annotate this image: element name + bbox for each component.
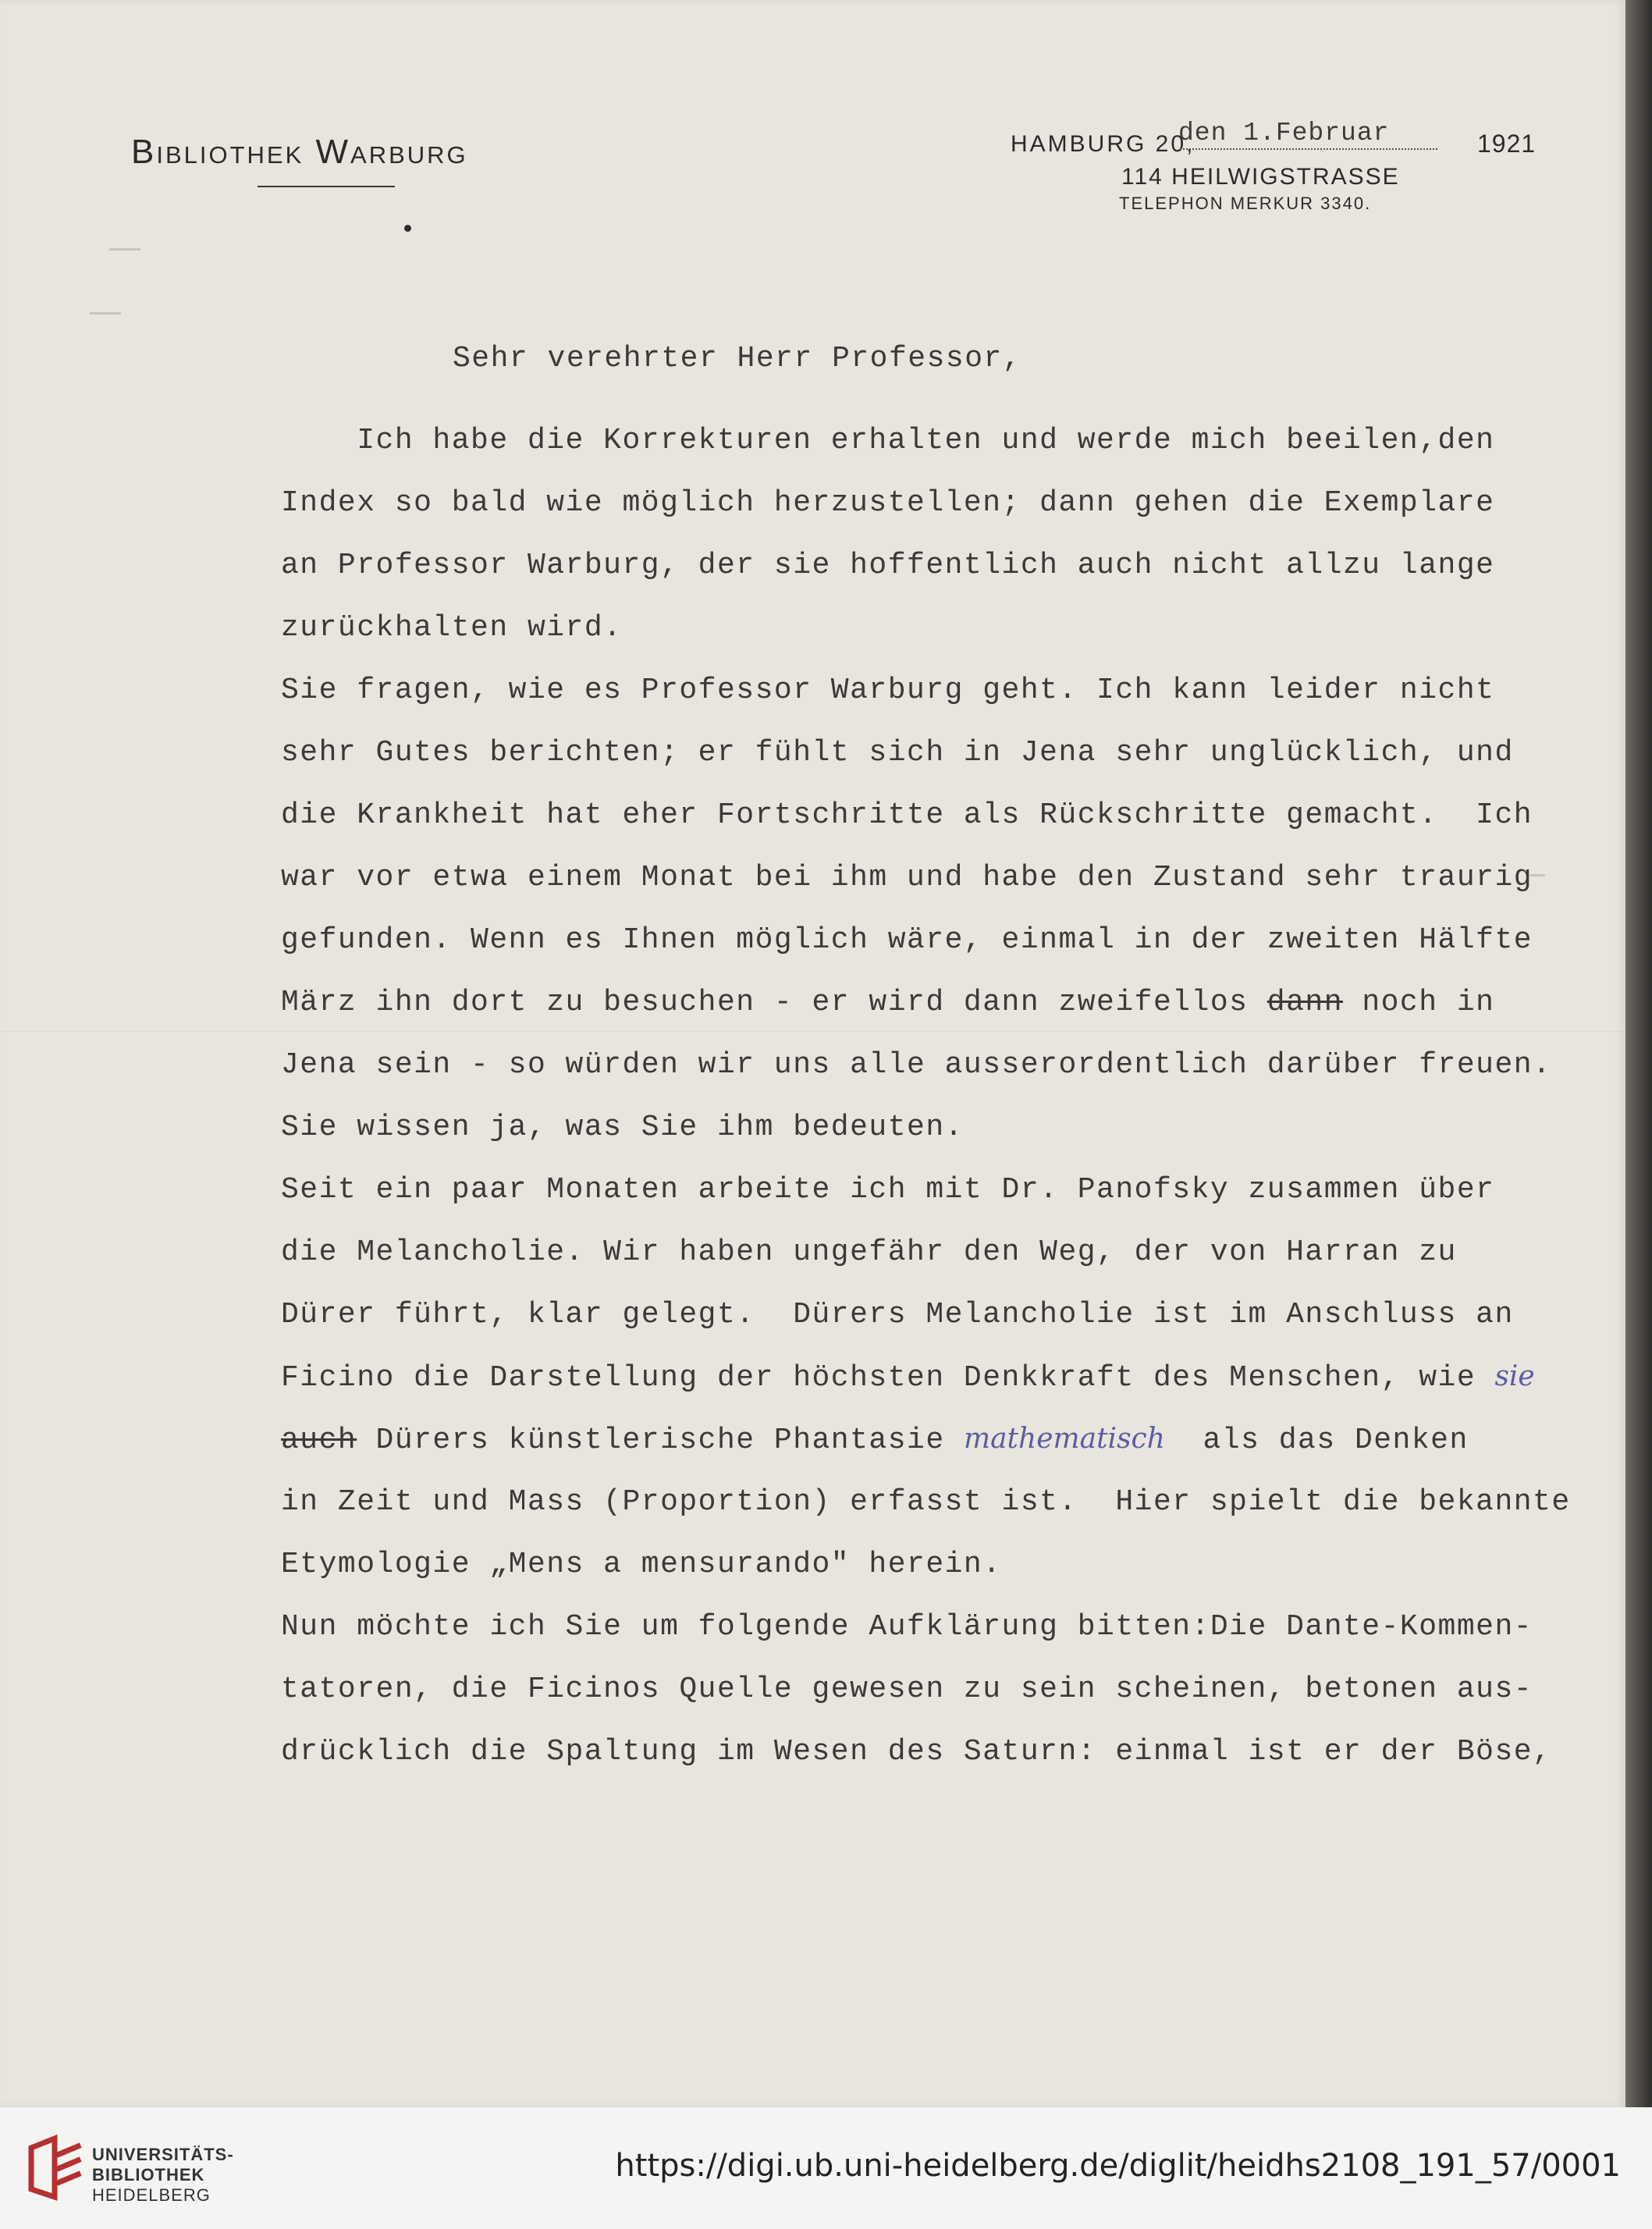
handwritten-insertion: sie [1494,1360,1535,1392]
letterhead-street: 114 HEILWIGSTRASSE [1121,164,1400,190]
letter-line: an Professor Warburg, der sie hoffentlich auch nicht allzu lange [281,549,1495,582]
letter-line: sehr Gutes berichten; er fühlt sich in Jena sehr unglücklich, und [281,736,1514,770]
library-footer [0,2107,1652,2229]
ink-dot [404,225,411,232]
scan-edge [1625,0,1652,2107]
letter-line: Dürer führt, klar gelegt. Dürers Melancholie ist im Anschluss an [281,1298,1514,1331]
letter-line: die Krankheit hat eher Fortschritte als Rückschritte gemacht. Ich [281,798,1533,832]
letter-line: Nun möchte ich Sie um folgende Aufklärung bitten:Die Dante-Kommen- [281,1610,1533,1644]
date-dotted-line [1180,148,1437,150]
show-through-mark [90,312,121,315]
letter-line: Seit ein paar Monaten arbeite ich mit Dr. Panofsky zusammen über [281,1173,1495,1207]
line-text: März ihn dort zu besuchen - er wird dann zweifellos [281,986,1267,1019]
letter-year: 1921 [1477,130,1537,158]
letter-line [281,1360,1535,1395]
letter-line: tatoren, die Ficinos Quelle gewesen zu sein scheinen, betonen aus- [281,1673,1533,1706]
letter-date: den 1.Februar [1178,119,1390,148]
struck-word: dann [1267,986,1344,1019]
letter-line: drücklich die Spaltung im Wesen des Saturn: einmal ist er der Böse, [281,1735,1552,1769]
letter-line: war vor etwa einem Monat bei ihm und habe den Zustand sehr traurig [281,861,1533,894]
permalink-url[interactable]: https://digi.ub.uni-heidelberg.de/diglit/heidhs2108_191_57/0001 [615,2148,1621,2184]
line-text: noch in [1343,986,1495,1019]
letter-line: die Melancholie. Wir haben ungefähr den Weg, der von Harran zu [281,1235,1457,1269]
letter-line: Ich habe die Korrekturen erhalten und werde mich beeilen,den [281,424,1495,457]
line-text: Dürers künstlerische Phantasie [357,1424,964,1457]
letter-line: Sie wissen ja, was Sie ihm bedeuten. [281,1111,964,1144]
line-text: als das Denken [1164,1424,1469,1457]
letter-line: Jena sein - so würden wir uns alle ausserordentlich darüber freuen. [281,1048,1552,1082]
line-text: Ficino die Darstellung der höchsten Denkkraft des Menschen, wie [281,1361,1495,1395]
letter-line: Index so bald wie möglich herzustellen; dann gehen die Exemplare [281,486,1495,520]
paper-fold [0,1029,1625,1032]
letter-line: Sie fragen, wie es Professor Warburg geht. Ich kann leider nicht [281,674,1495,707]
letter-line [281,1423,1469,1457]
letter-line: in Zeit und Mass (Proportion) erfasst ist. Hier spielt die bekannte [281,1485,1571,1519]
logo-text-line: HEIDELBERG [92,2185,211,2205]
logo-text-line: BIBLIOTHEK [92,2165,205,2185]
letter-line: Etymologie „Mens a mensurando" herein. [281,1548,1002,1581]
letter-line: gefunden. Wenn es Ihnen möglich wäre, einmal in der zweiten Hälfte [281,923,1533,957]
library-logo-icon[interactable] [23,2131,94,2205]
letter-line: zurückhalten wird. [281,611,623,645]
letterhead-phone: TELEPHON MERKUR 3340. [1119,194,1372,213]
letter-line [281,986,1494,1019]
handwritten-insertion: mathematisch [963,1423,1165,1455]
letterhead-city: HAMBURG 20, [1011,131,1195,157]
letterhead-rule [258,186,395,187]
struck-word: auch [281,1424,357,1457]
salutation: Sehr verehrter Herr Professor, [453,342,1022,375]
letterhead-name: Bibliothek Warburg [131,133,468,171]
logo-text-line: UNIVERSITÄTS- [92,2145,234,2164]
show-through-mark [109,248,140,251]
